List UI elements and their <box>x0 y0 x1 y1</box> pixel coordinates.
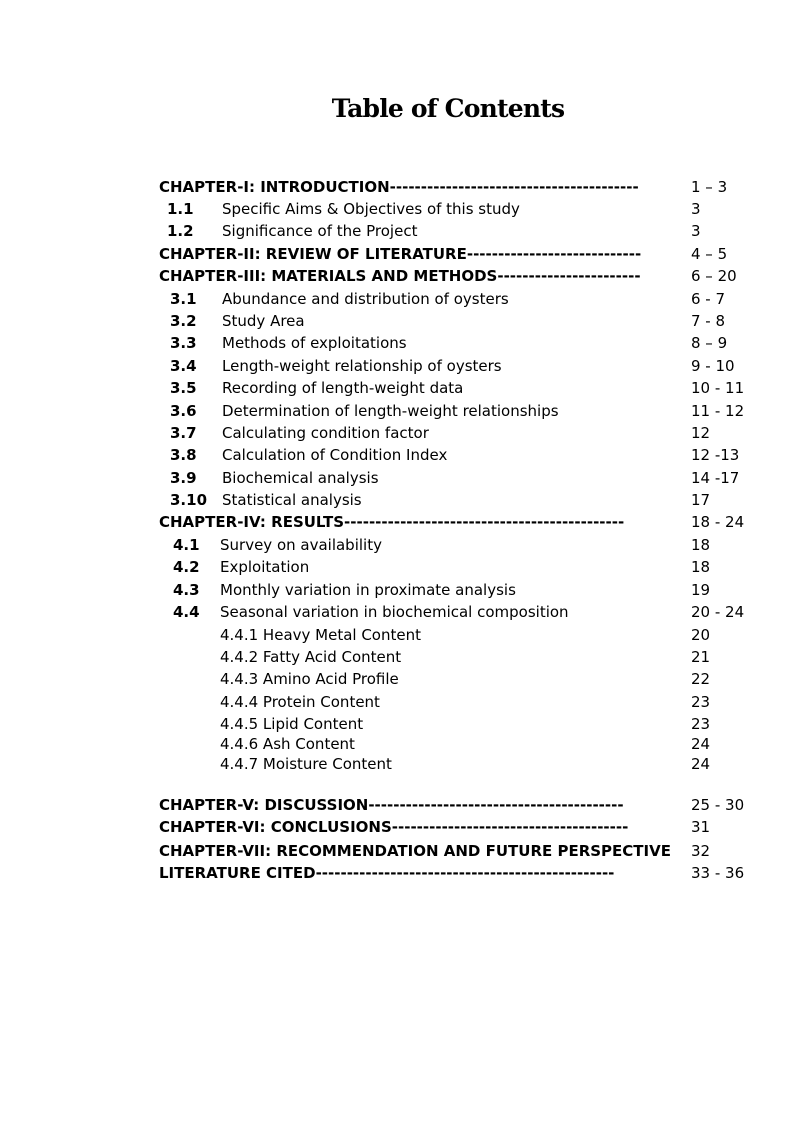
section-title: Methods of exploitations <box>222 334 407 352</box>
leader-dots: --------------------------------------------- <box>344 513 625 531</box>
toc-entry <box>0 816 800 838</box>
page-number: 24 <box>691 755 711 773</box>
section-number: 3.1 <box>170 290 197 308</box>
chapter-label: CHAPTER-I: INTRODUCTION <box>159 178 390 196</box>
toc-entry <box>0 753 800 775</box>
toc-entry <box>0 511 800 533</box>
page-number: 18 <box>691 536 711 554</box>
toc-entry <box>0 840 800 862</box>
page-number: 24 <box>691 735 711 753</box>
subsection-title: 4.4.3 Amino Acid Profile <box>220 670 399 688</box>
toc-entry <box>0 243 800 265</box>
chapter-label: CHAPTER-IV: RESULTS <box>159 513 345 531</box>
leader-dots: ---------------------------- <box>466 245 642 263</box>
toc-entry <box>0 713 800 735</box>
section-number: 1.1 <box>167 200 194 218</box>
toc-entry <box>0 265 800 287</box>
section-number: 3.4 <box>170 357 197 375</box>
toc-entry <box>0 400 800 422</box>
toc-entry <box>0 489 800 511</box>
leader-dots: ----------------------- <box>497 267 641 285</box>
toc-entry <box>0 220 800 242</box>
page-number: 9 - 10 <box>691 357 735 375</box>
page-number: 19 <box>691 581 711 599</box>
section-title: Seasonal variation in biochemical composition <box>220 603 569 621</box>
section-title: Length-weight relationship of oysters <box>222 357 502 375</box>
toc-entry <box>0 646 800 668</box>
toc-entry <box>0 534 800 556</box>
section-number: 4.1 <box>173 536 200 554</box>
section-title: Statistical analysis <box>222 491 362 509</box>
subsection-title: 4.4.4 Protein Content <box>220 693 380 711</box>
toc-entry <box>0 794 800 816</box>
page-number: 7 - 8 <box>691 312 726 330</box>
section-title: Survey on availability <box>220 536 382 554</box>
page-number: 6 – 20 <box>691 267 737 285</box>
page-number: 6 - 7 <box>691 290 726 308</box>
toc-entry <box>0 691 800 713</box>
toc-entry <box>0 310 800 332</box>
page-number: 23 <box>691 693 711 711</box>
chapter-label: CHAPTER-VI: CONCLUSIONS <box>159 818 392 836</box>
section-number: 1.2 <box>167 222 194 240</box>
section-title: Biochemical analysis <box>222 469 379 487</box>
toc-entry <box>0 332 800 354</box>
leader-dots: ------------------------------------------------ <box>315 864 615 882</box>
section-number: 4.4 <box>173 603 200 621</box>
page-number: 17 <box>691 491 711 509</box>
page-number: 3 <box>691 222 701 240</box>
section-number: 4.2 <box>173 558 200 576</box>
section-title: Calculation of Condition Index <box>222 446 448 464</box>
toc-entry <box>0 444 800 466</box>
page-number: 12 <box>691 424 711 442</box>
leader-dots: -------------------------------------- <box>391 818 629 836</box>
page-number: 22 <box>691 670 711 688</box>
chapter-label: LITERATURE CITED <box>159 864 316 882</box>
section-number: 3.5 <box>170 379 197 397</box>
leader-dots: ---------------------------------------- <box>389 178 639 196</box>
section-title: Calculating condition factor <box>222 424 429 442</box>
subsection-title: 4.4.5 Lipid Content <box>220 715 364 733</box>
toc-entry <box>0 601 800 623</box>
subsection-title: 4.4.7 Moisture Content <box>220 755 392 773</box>
toc-entry <box>0 467 800 489</box>
page-number: 20 <box>691 626 711 644</box>
page-number: 23 <box>691 715 711 733</box>
chapter-label: CHAPTER-V: DISCUSSION <box>159 796 369 814</box>
section-title: Exploitation <box>220 558 310 576</box>
subsection-title: 4.4.2 Fatty Acid Content <box>220 648 402 666</box>
toc-entry <box>0 624 800 646</box>
toc-entry <box>0 377 800 399</box>
page-number: 33 - 36 <box>691 864 745 882</box>
section-title: Significance of the Project <box>222 222 418 240</box>
subsection-title: 4.4.6 Ash Content <box>220 735 355 753</box>
page-number: 3 <box>691 200 701 218</box>
section-number: 3.9 <box>170 469 197 487</box>
section-number: 4.3 <box>173 581 200 599</box>
page-number: 1 – 3 <box>691 178 728 196</box>
leader-dots: ----------------------------------------- <box>368 796 624 814</box>
toc-entry <box>0 668 800 690</box>
page-number: 18 - 24 <box>691 513 745 531</box>
page-number: 18 <box>691 558 711 576</box>
section-number: 3.10 <box>170 491 208 509</box>
toc-entry <box>0 288 800 310</box>
section-title: Specific Aims & Objectives of this study <box>222 200 520 218</box>
section-number: 3.6 <box>170 402 197 420</box>
chapter-label: CHAPTER-III: MATERIALS AND METHODS <box>159 267 498 285</box>
page-number: 14 -17 <box>691 469 740 487</box>
section-number: 3.2 <box>170 312 197 330</box>
toc-entry <box>0 355 800 377</box>
page-number: 11 - 12 <box>691 402 745 420</box>
page-number: 12 -13 <box>691 446 740 464</box>
chapter-label: CHAPTER-II: REVIEW OF LITERATURE <box>159 245 467 263</box>
toc-entry <box>0 198 800 220</box>
page-number: 32 <box>691 842 711 860</box>
toc-entry <box>0 176 800 198</box>
toc-entry <box>0 556 800 578</box>
page-number: 4 – 5 <box>691 245 728 263</box>
section-number: 3.3 <box>170 334 197 352</box>
section-title: Recording of length-weight data <box>222 379 464 397</box>
subsection-title: 4.4.1 Heavy Metal Content <box>220 626 421 644</box>
toc-entry <box>0 579 800 601</box>
section-title: Determination of length-weight relationships <box>222 402 559 420</box>
section-number: 3.8 <box>170 446 197 464</box>
page-number: 31 <box>691 818 711 836</box>
chapter-label: CHAPTER-VII: RECOMMENDATION AND FUTURE PERSPECTIVE <box>159 842 671 860</box>
page-number: 25 - 30 <box>691 796 745 814</box>
toc-entry <box>0 862 800 884</box>
page-number: 10 - 11 <box>691 379 745 397</box>
page-number: 20 - 24 <box>691 603 745 621</box>
page-number: 8 – 9 <box>691 334 728 352</box>
page-number: 21 <box>691 648 711 666</box>
section-title: Monthly variation in proximate analysis <box>220 581 516 599</box>
toc-entry <box>0 422 800 444</box>
section-number: 3.7 <box>170 424 197 442</box>
section-title: Study Area <box>222 312 305 330</box>
toc-entry <box>0 733 800 755</box>
page-title: Table of Contents <box>331 94 565 123</box>
section-title: Abundance and distribution of oysters <box>222 290 509 308</box>
